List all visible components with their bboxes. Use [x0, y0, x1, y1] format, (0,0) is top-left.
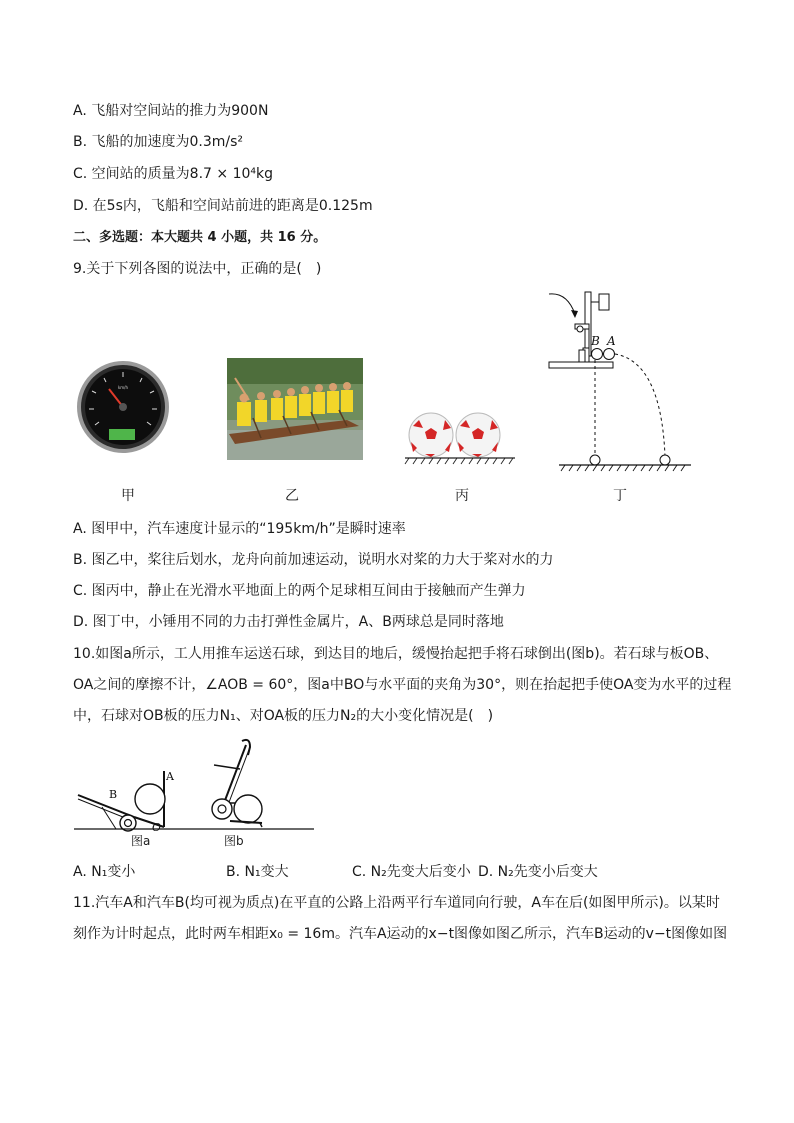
q8-option-d: D. 在5s内，飞船和空间站前进的距离是0.125m: [73, 198, 373, 214]
two-ball-drop-apparatus: [545, 288, 695, 478]
section-heading-multiple-choice: 二、多选题：本大题共 4 小题，共 16 分。: [73, 230, 327, 245]
q9-option-b: B. 图乙中，桨往后划水，龙舟向前加速运动，说明水对桨的力大于桨对水的力: [73, 552, 554, 568]
q9-stem: 9.关于下列各图的说法中，正确的是( ): [73, 261, 322, 277]
soccer-balls-figure: [405, 408, 517, 468]
q8-option-b: B. 飞船的加速度为0.3m/s²: [73, 134, 244, 150]
figure-a-caption: 图a: [131, 834, 151, 848]
speedo-unit: km/h: [117, 385, 129, 390]
q10-stem-line2: OA之间的摩擦不计，∠AOB = 60°，图a中BO与水平面的夹角为30°，则在抬起把手使OA变为水平的过程: [73, 677, 732, 693]
q10-option-d: D. N₂先变小后变大: [478, 864, 598, 880]
q10-stem-line1: 10.如图a所示，工人用推车运送石球，到达目的地后，缓慢抬起把手将石球倒出(图b)。若石球与板OB、: [73, 646, 719, 662]
q10-option-a: A. N₁变小: [73, 864, 136, 880]
point-label-b: B: [591, 334, 600, 348]
q10-stem-line3: 中，石球对OB板的压力N₁、对OA板的压力N₂的大小变化情况是( ): [73, 708, 494, 724]
q11-stem-line2: 刻作为计时起点，此时两车相距x₀ = 16m。汽车A运动的x−t图像如图乙所示，汽车B运动的v−t图像如图: [73, 926, 728, 942]
figure-label-bing: 丙: [455, 488, 469, 504]
wheelbarrow-figure: [72, 735, 316, 853]
q8-option-a: A. 飞船对空间站的推力为900N: [73, 103, 269, 119]
q9-option-c: C. 图丙中，静止在光滑水平地面上的两个足球相互间由于接触而产生弹力: [73, 583, 526, 599]
figure-label-yi: 乙: [285, 488, 299, 504]
point-label-a: A: [607, 334, 616, 348]
figure-label-jia: 甲: [121, 488, 135, 504]
dragon-boat-photo: [227, 358, 363, 460]
q10-option-b: B. N₁变大: [226, 864, 289, 880]
fig-a-label-o: O: [152, 821, 162, 834]
fig-a-label-b: B: [109, 788, 118, 801]
speedometer-figure: [75, 359, 171, 455]
q11-stem-line1: 11.汽车A和汽车B(均可视为质点)在平直的公路上沿两平行车道同向行驶，A车在后(如图甲所示)。以某时: [73, 895, 720, 911]
q10-option-c: C. N₂先变大后变小: [352, 864, 471, 880]
figure-b-caption: 图b: [224, 834, 244, 848]
fig-a-label-a: A: [166, 770, 174, 783]
q8-option-c: C. 空间站的质量为8.7 × 10⁴kg: [73, 166, 273, 182]
figure-label-ding: 丁: [613, 488, 627, 504]
q9-option-a: A. 图甲中，汽车速度计显示的“195km/h”是瞬时速率: [73, 521, 406, 537]
q9-option-d: D. 图丁中，小锤用不同的力击打弹性金属片，A、B两球总是同时落地: [73, 614, 504, 630]
